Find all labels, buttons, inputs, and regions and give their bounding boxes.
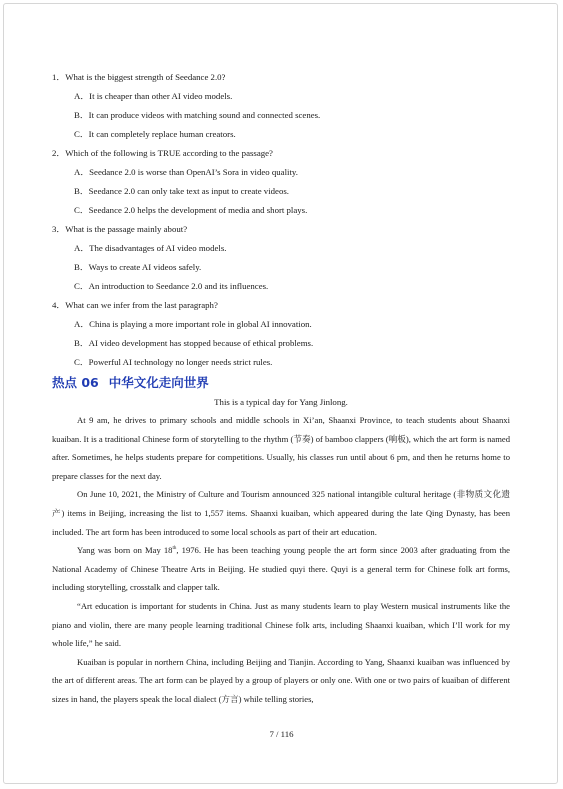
- question-4: 4．What can we infer from the last paragraph?: [52, 300, 218, 310]
- question-3-option-c: C．An introduction to Seedance 2.0 and its influences.: [74, 281, 269, 291]
- question-3-option-b: B．Ways to create AI videos safely.: [74, 262, 202, 272]
- passage-paragraph-3: [52, 541, 510, 597]
- paragraph-3-start: Yang was born on May 18: [77, 545, 173, 556]
- question-2-option-c: C．Seedance 2.0 helps the development of media and short plays.: [74, 205, 308, 215]
- question-3: 3．What is the passage mainly about?: [52, 224, 188, 234]
- question-block-2: [52, 144, 510, 220]
- passage-paragraph-1: At 9 am, he drives to primary schools and middle schools in Xi’an, Shaanxi Province, to teach students about Shaanxi kuaiban. It is a traditional Chinese form of storytelling to the rhythm (节奏) of bamboo clappers (响板), which the art form is named after. Sometimes, he helps students prepare for competitions. Usually, his classes run until about 6 pm, and then he returns home to prepare classes for the next day.: [52, 415, 510, 481]
- question-1-option-b: B．It can produce videos with matching sound and connected scenes.: [74, 110, 321, 120]
- paragraph-3-rest: , 1976. He has been teaching young people the art form since 2003 after graduating from the National Academy of Chinese Theatre Arts in Beijing. He studied quyi there. Quyi is a general term for Chinese folk art forms, including storytelling, crosstalk and clapper talk.: [52, 545, 510, 593]
- passage-paragraph-5: Kuaiban is popular in northern China, including Beijing and Tianjin. According to Yang, Shaanxi kuaiban was influenced by the art of different areas. The art form can be played by a group of players or only one. With one or two pairs of kuaiban of different sizes in hand, the players speak the local dialect (方言) while telling stories,: [52, 656, 510, 704]
- document-content: [52, 68, 510, 709]
- question-block-3: [52, 220, 510, 296]
- question-2-option-a: A．Seedance 2.0 is worse than OpenAI’s Sora in video quality.: [74, 167, 298, 177]
- question-2-option-b: B．Seedance 2.0 can only take text as input to create videos.: [74, 186, 289, 196]
- question-1-option-c: C．It can completely replace human creators.: [74, 129, 236, 139]
- page-number: 7 / 116: [269, 729, 294, 739]
- section-label: 热点 06: [52, 375, 99, 390]
- passage-subtitle: This is a typical day for Yang Jinlong.: [214, 397, 348, 407]
- question-block-4: [52, 296, 510, 372]
- section-title: 中华文化走向世界: [108, 375, 209, 390]
- question-2: 2．Which of the following is TRUE according to the passage?: [52, 148, 273, 158]
- ordinal-superscript: th: [172, 546, 177, 552]
- question-block-1: [52, 68, 510, 144]
- question-4-option-c: C．Powerful AI technology no longer needs strict rules.: [74, 357, 273, 367]
- question-4-option-b: B．AI video development has stopped because of ethical problems.: [74, 338, 314, 348]
- question-3-option-a: A．The disadvantages of AI video models.: [74, 243, 227, 253]
- question-1-option-a: A．It is cheaper than other AI video models.: [74, 91, 233, 101]
- passage-paragraph-4: “Art education is important for students in China. Just as many students learn to play Western musical instruments like the piano and violin, there are many people learning traditional Chinese folk arts, including Shaanxi kuaiban, which I’ll work for my whole life,” he said.: [52, 600, 510, 649]
- passage-paragraph-2: On June 10, 2021, the Ministry of Culture and Tourism announced 325 national intangible cultural heritage (非物质文化遗产) items in Beijing, increasing the list to 1,557 items. Shaanxi kuaiban, which appeared during the late Qing Dynasty, has been included. The art form has been introduced to some local schools as part of their art education.: [52, 489, 510, 537]
- question-4-option-a: A．China is playing a more important role in global AI innovation.: [74, 319, 312, 329]
- question-1: 1．What is the biggest strength of Seedance 2.0?: [52, 72, 226, 82]
- section-heading: [52, 372, 510, 394]
